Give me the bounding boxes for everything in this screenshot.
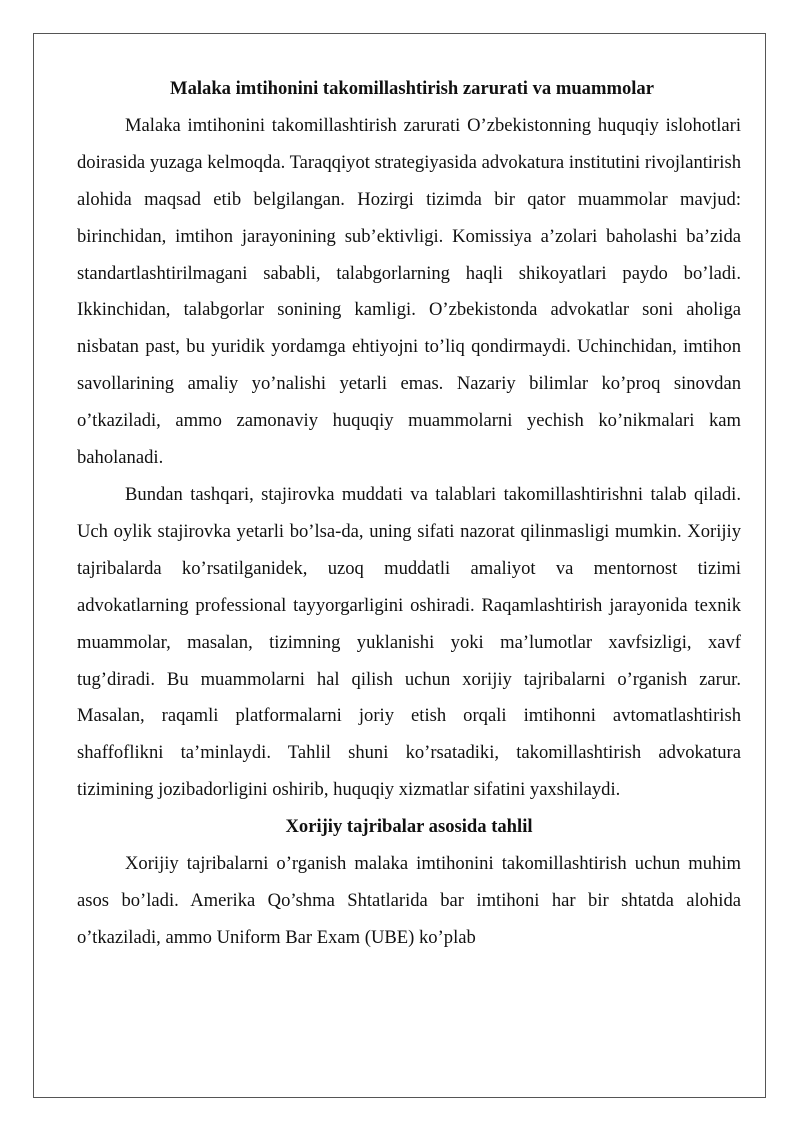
paragraph-2: Bundan tashqari, stajirovka muddati va talablari takomillashtirishni talab qiladi. Uch oylik stajirovka yetarli bo’lsa-da, uning sifati nazorat qilinmasligi mumkin. Xorijiy tajribalarda ko’rsatilganidek, uzoq muddatli amaliyot va mentornost tizimi advokatlarning professional tayyorgarligini oshiradi. Raqamlashtirish jarayonida texnik muammolar, masalan, tizimning yuklanishi yoki ma’lumotlar xavfsizligi, xavf tug’diradi. Bu muammolarni hal qilish uchun xorijiy tajribalarni o’rganish zarur. Masalan, raqamli platformalarni joriy etish orqali imtihonni avtomatlashtirish shaffoflikni ta’minlaydi. Tahlil shuni ko’rsatadiki, takomillashtirish advokatura tizimining jozibadorligini oshirib, huquqiy xizmatlar sifatini yaxshilaydi.	[77, 483, 741, 801]
paragraph-1: Malaka imtihonini takomillashtirish zarurati O’zbekistonning huquqiy islohotlari doirasida yuzaga kelmoqda. Taraqqiyot strategiyasida advokatura institutini rivojlantirish alohida maqsad etib belgilangan. Hozirgi tizimda bir qator muammolar mavjud: birinchidan, imtihon jarayonining sub’ektivligi. Komissiya a’zolari baholashi ba’zida standartlashtirilmagani sababli, talabgorlarning haqli shikoyatlari paydo bo’ladi. Ikkinchidan, talabgorlar sonining kamligi. O’zbekistonda advokatlar soni aholiga nisbatan past, bu yuridik yordamga ehtiyojni to’liq qondirmaydi. Uchinchidan, imtihon savollarining amaliy yo’nalishi yetarli emas. Nazariy bilimlar ko’proq sinovdan o’tkaziladi, ammo zamonaviy huquqiy muammolarni yechish ko’nikmalari kam baholanadi.	[77, 114, 741, 469]
paragraph-3: Xorijiy tajribalarni o’rganish malaka imtihonini takomillashtirish uchun muhim asos bo’ladi. Amerika Qo’shma Shtatlarida bar imtihoni har bir shtatda alohida o’tkaziladi, ammo Uniform Bar Exam (UBE) ko’plab	[77, 853, 741, 948]
section-heading-1: Malaka imtihonini takomillashtirish zarurati va muammolar	[170, 78, 654, 99]
section-heading-2: Xorijiy tajribalar asosida tahlil	[285, 816, 533, 838]
document-body	[77, 71, 741, 957]
